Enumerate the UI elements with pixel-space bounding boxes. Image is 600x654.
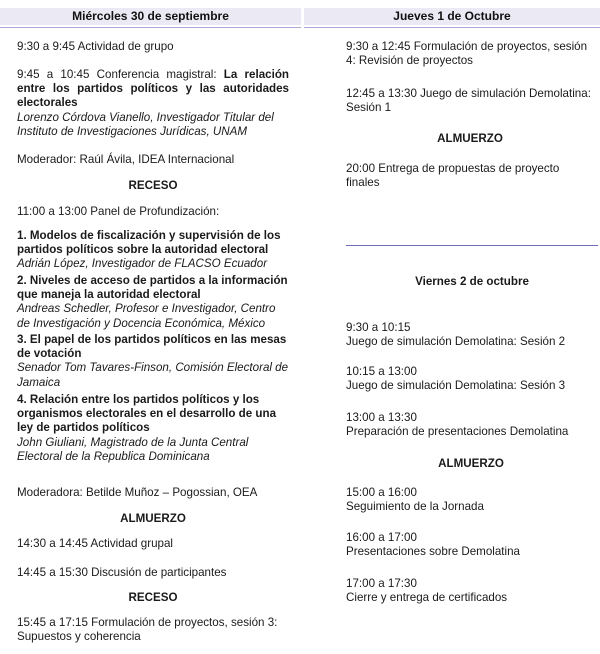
session-desc: Cierre y entrega de certificados [346,591,508,605]
panel-item-speaker: Andreas Schedler, Profesor e Investigador, Centro de Investigación y Docencia Económica, México [17,302,276,330]
session-item [346,365,596,393]
session-item [346,577,596,605]
panel-item-title: 3. El papel de los partidos políticos en las mesas de votación [17,333,287,361]
session-item [346,411,596,439]
session-item [346,486,596,514]
session-formulacion: 9:30 a 12:45 Formulación de proyectos, sesión 4: Revisión de proyectos [346,40,588,68]
session-label: Conferencia magistral: [96,68,217,81]
session-grupo: 9:30 a 9:45 Actividad de grupo [17,40,174,53]
session-time: 16:00 a 17:00 [346,531,417,544]
break-label: RECESO [128,591,178,604]
header-rule [0,27,301,28]
panel-item-speaker: John Giuliani, Magistrado de la Junta Central Electoral de la Republica Dominicana [17,435,249,463]
moderator: Moderador: Raúl Ávila, IDEA Internacional [17,153,235,166]
day-title: Jueves 1 de Octubre [393,9,511,23]
session-time: 13:00 a 13:30 [346,411,417,424]
session-conferencia [17,68,289,111]
session-desc: Preparación de presentaciones Demolatina [346,425,569,439]
session-grupal: 14:30 a 14:45 Actividad grupal [17,537,173,550]
session-simulacion: 12:45 a 13:30 Juego de simulación Demolatina: Sesión 1 [346,87,591,115]
panel-item-title: 2. Niveles de acceso de partidos a la información que maneja la autoridad electoral [17,274,288,302]
break-label: RECESO [128,179,178,192]
session-panel: 11:00 a 13:00 Panel de Profundización: [17,205,220,218]
session-entrega: 20:00 Entrega de propuestas de proyecto finales [346,162,560,190]
lunch-label: ALMUERZO [437,132,503,145]
session-time: 9:45 a 10:45 [17,68,90,81]
panel-item [17,333,289,390]
session-formulacion: 15:45 a 17:15 Formulación de proyectos, sesión 3: Supuestos y coherencia [17,616,278,644]
panel-item [17,393,289,464]
section-divider [346,245,598,246]
panel-item-title: 1. Modelos de fiscalización y supervisión de los partidos políticos sobre la autoridad electoral [17,229,281,257]
day-title-friday: Viernes 2 de octubre [415,275,529,288]
session-item [346,321,596,349]
panel-item [17,229,289,272]
lunch-label: ALMUERZO [438,457,504,470]
session-desc: Juego de simulación Demolatina: Sesión 2 [346,335,566,349]
session-title: La relación entre los partidos políticos y las autoridades electorales [17,68,289,110]
panel-item [17,274,289,331]
day-header-wednesday [0,8,301,25]
session-time: 17:00 a 17:30 [346,577,417,590]
session-speaker: Lorenzo Córdova Vianello, Investigador Titular del Instituto de Investigaciones Jurídicas, UNAM [17,111,274,139]
session-time: 10:15 a 13:00 [346,365,417,378]
panel-item-title: 4. Relación entre los partidos políticos y los organismos electorales en el desarrollo de una ley de partidos políticos [17,393,277,435]
moderator: Moderadora: Betilde Muñoz – Pogossian, OEA [17,486,258,499]
day-header-thursday [304,8,600,25]
day-title: Miércoles 30 de septiembre [72,9,229,23]
session-time: 9:30 a 10:15 [346,321,411,334]
header-rule [304,27,600,28]
session-desc: Juego de simulación Demolatina: Sesión 3 [346,379,566,393]
session-discusion: 14:45 a 15:30 Discusión de participantes [17,566,227,579]
session-time: 15:00 a 16:00 [346,486,417,499]
panel-item-speaker: Senador Tom Tavares-Finson, Comisión Electoral de Jamaica [17,361,289,389]
session-desc: Seguimiento de la Jornada [346,500,484,514]
panel-item-speaker: Adrián López, Investigador de FLACSO Ecuador [17,257,268,271]
session-desc: Presentaciones sobre Demolatina [346,545,521,559]
session-item [346,531,596,559]
lunch-label: ALMUERZO [120,512,186,525]
